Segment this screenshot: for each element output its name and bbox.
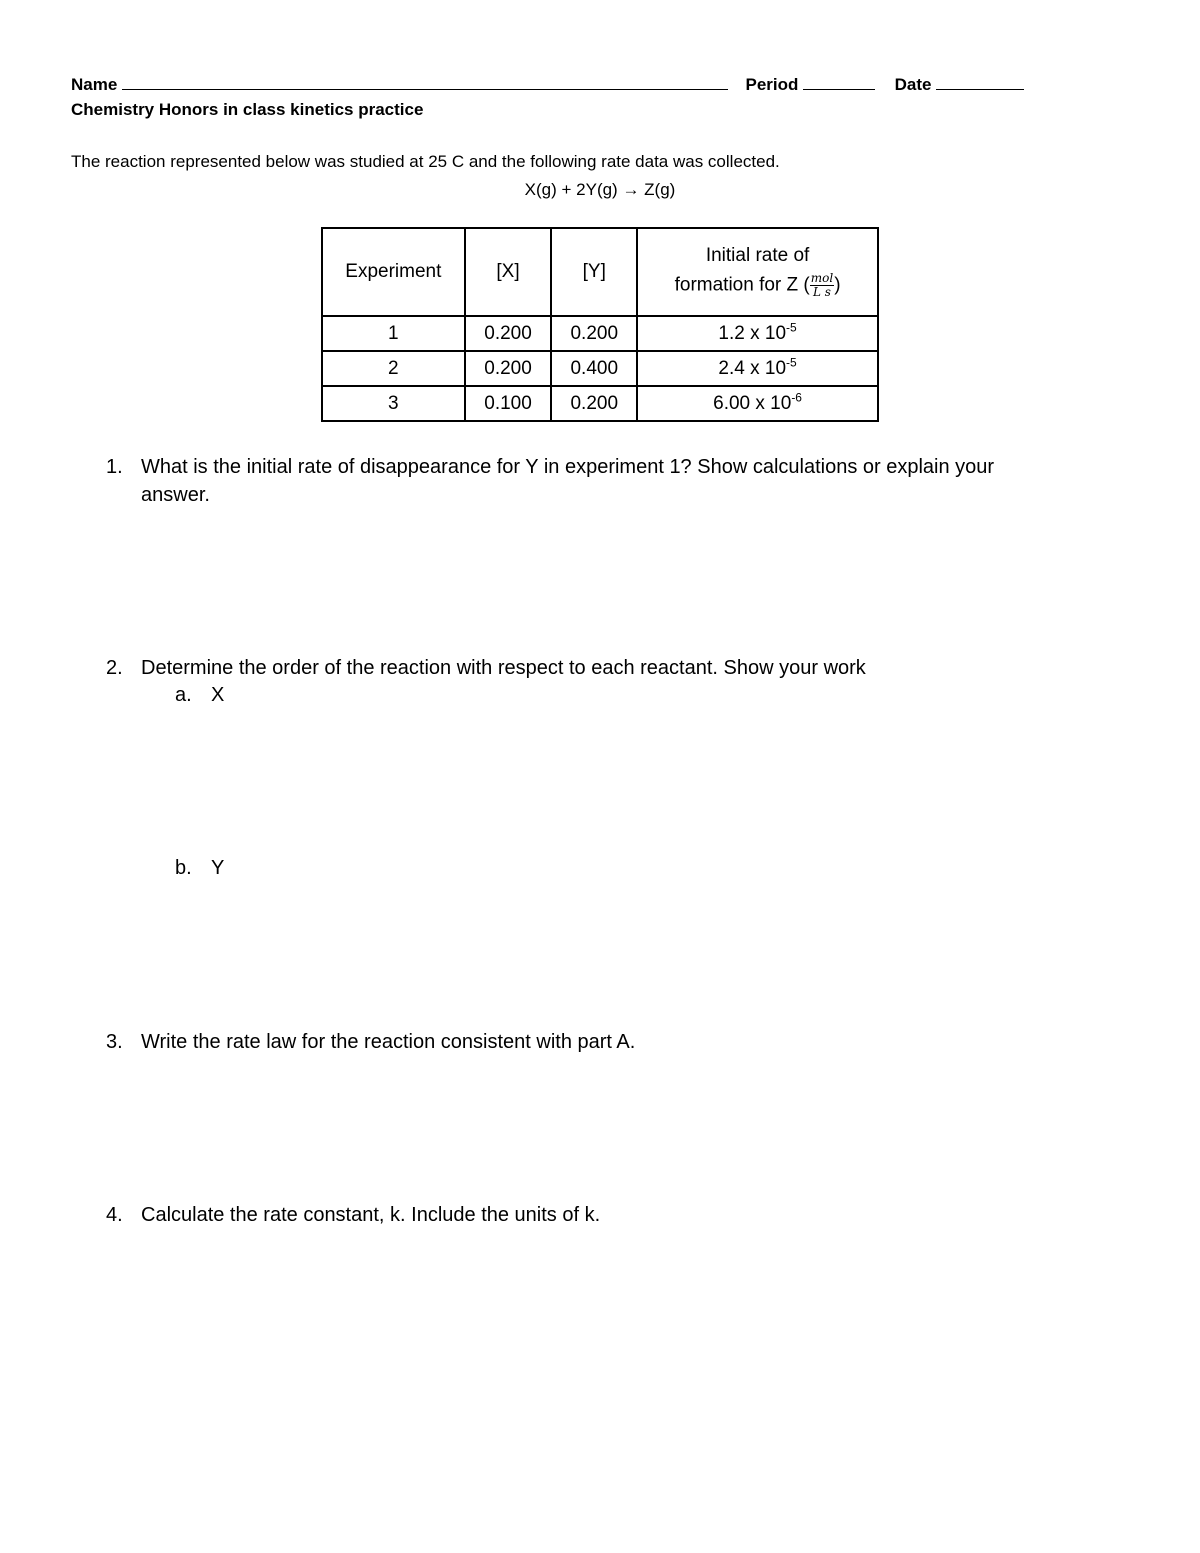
question-line: What is the initial rate of disappearance for Y in experiment 1? Show calculations or explain your bbox=[141, 456, 995, 478]
table-header-row bbox=[322, 228, 878, 316]
rate-data-table bbox=[321, 227, 879, 422]
rate-unit-fraction bbox=[810, 272, 834, 299]
period-label: Period bbox=[745, 75, 799, 94]
cell-rate-exponent: -6 bbox=[791, 390, 802, 405]
part-label: b. bbox=[175, 857, 192, 879]
date-field[interactable] bbox=[936, 74, 1024, 90]
cell-x: 0.200 bbox=[465, 316, 552, 351]
reaction-equation: X(g) + 2Y(g) → Z(g) bbox=[524, 180, 676, 199]
question-number: 2. bbox=[106, 657, 123, 679]
header-rate-text: formation for Z ( bbox=[674, 274, 810, 296]
header-y: [Y] bbox=[551, 228, 637, 316]
cell-rate bbox=[637, 386, 878, 421]
cell-rate bbox=[637, 351, 878, 386]
cell-y: 0.200 bbox=[551, 386, 637, 421]
question-text: Write the rate law for the reaction consistent with part A. bbox=[141, 1031, 636, 1053]
header-x: [X] bbox=[465, 228, 552, 316]
header-line bbox=[71, 74, 1031, 98]
date-label: Date bbox=[894, 75, 932, 94]
cell-rate-base: 2.4 x 10 bbox=[718, 357, 787, 379]
question-number: 1. bbox=[106, 456, 123, 478]
rate-unit-denominator: L s bbox=[813, 285, 831, 300]
part-label: a. bbox=[175, 684, 192, 706]
question-text: Calculate the rate constant, k. Include the units of k. bbox=[141, 1204, 601, 1226]
question-3 bbox=[106, 1028, 1106, 1058]
period-field[interactable] bbox=[803, 74, 875, 90]
table-row bbox=[322, 351, 878, 386]
cell-y: 0.200 bbox=[551, 316, 637, 351]
table-row bbox=[322, 316, 878, 351]
question-4 bbox=[106, 1201, 1106, 1231]
cell-rate-exponent: -5 bbox=[786, 320, 797, 335]
table-row bbox=[322, 386, 878, 421]
name-label: Name bbox=[71, 75, 118, 94]
question-number: 4. bbox=[106, 1204, 123, 1226]
cell-rate-exponent: -5 bbox=[786, 355, 797, 370]
header-rate-line2 bbox=[638, 272, 877, 299]
cell-rate-base: 6.00 x 10 bbox=[713, 392, 792, 414]
question-2-part-a bbox=[175, 684, 224, 707]
header-rate-close: ) bbox=[834, 274, 841, 296]
question-number: 3. bbox=[106, 1031, 123, 1053]
header-rate-line1: Initial rate of bbox=[705, 244, 810, 266]
worksheet-title: Chemistry Honors in class kinetics practice bbox=[71, 100, 424, 119]
cell-experiment: 3 bbox=[322, 386, 465, 421]
cell-rate-base: 1.2 x 10 bbox=[718, 322, 787, 344]
name-field[interactable] bbox=[122, 74, 728, 90]
part-text: Y bbox=[211, 857, 225, 879]
cell-y: 0.400 bbox=[551, 351, 637, 386]
cell-x: 0.100 bbox=[465, 386, 552, 421]
cell-rate bbox=[637, 316, 878, 351]
intro-text: The reaction represented below was studied at 25 C and the following rate data was collected. bbox=[71, 152, 780, 171]
header-rate bbox=[637, 228, 878, 316]
question-2 bbox=[106, 654, 1106, 684]
header-experiment: Experiment bbox=[322, 228, 465, 316]
rate-unit-numerator: mol bbox=[810, 271, 834, 286]
cell-experiment: 1 bbox=[322, 316, 465, 351]
cell-x: 0.200 bbox=[465, 351, 552, 386]
question-text: Determine the order of the reaction with respect to each reactant. Show your work bbox=[141, 657, 866, 679]
question-2-part-b bbox=[175, 857, 224, 880]
part-text: X bbox=[211, 684, 225, 706]
question-text bbox=[141, 453, 994, 509]
question-line: answer. bbox=[141, 484, 210, 506]
cell-experiment: 2 bbox=[322, 351, 465, 386]
question-1 bbox=[106, 453, 1106, 513]
